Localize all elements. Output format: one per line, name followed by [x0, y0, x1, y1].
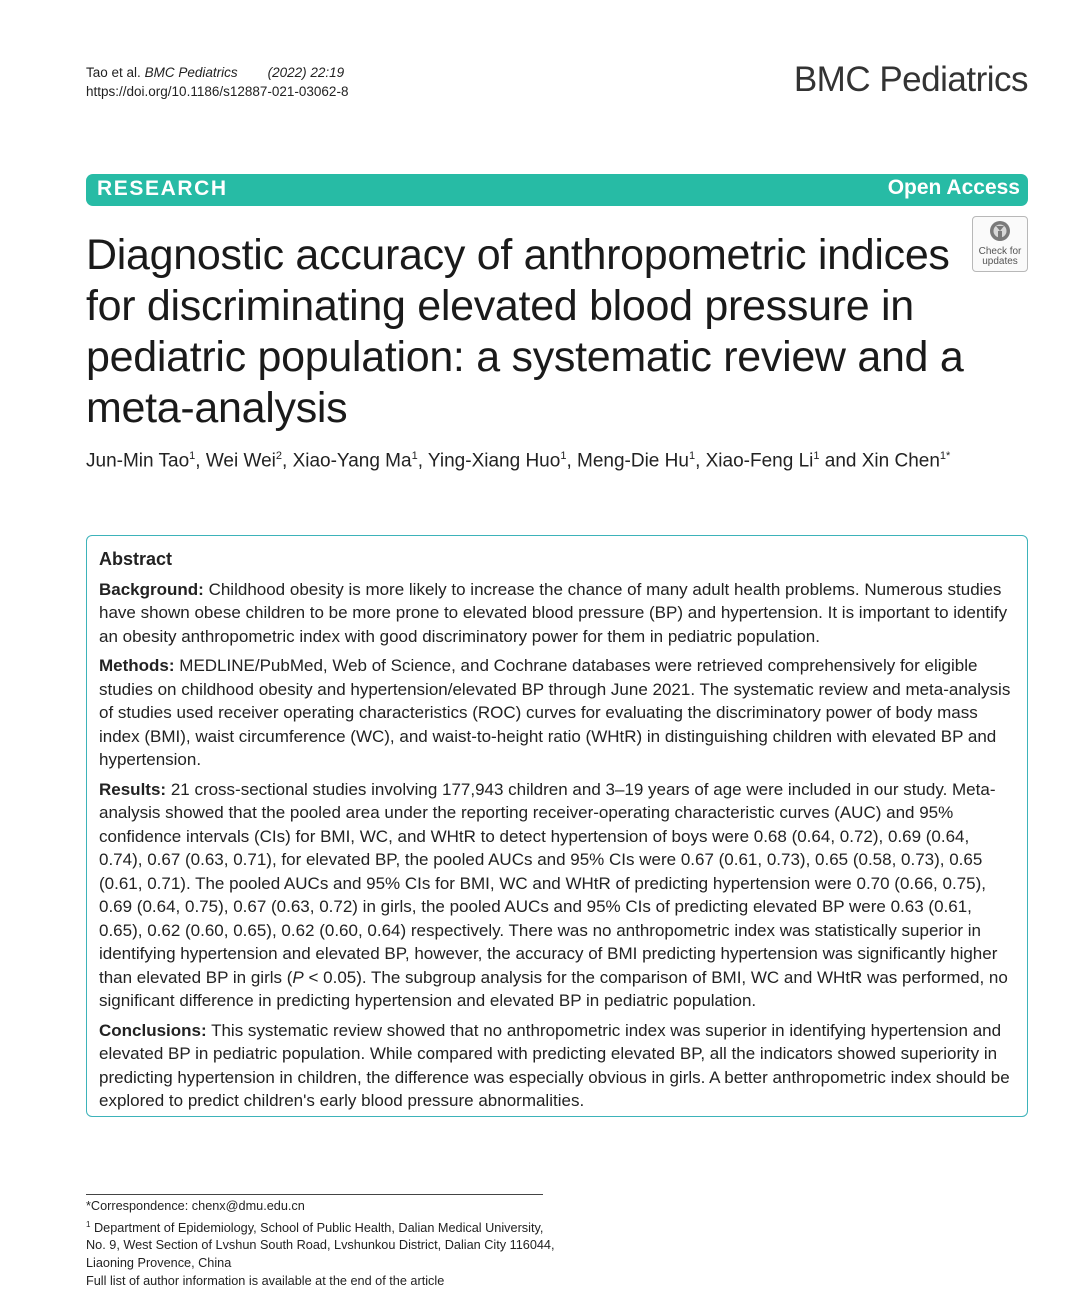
author-affiliation: 1*: [939, 450, 951, 462]
results-p-symbol: P: [292, 967, 304, 987]
citation-authors: Tao et al.: [86, 65, 141, 80]
author-name: Meng-Die Hu: [577, 450, 689, 472]
abstract-box: [86, 535, 1028, 1117]
affiliation-number: 1: [86, 1219, 91, 1229]
citation-journal: BMC Pediatrics: [144, 65, 238, 80]
abstract-background: [99, 578, 1015, 649]
author-affiliation: 1: [411, 450, 418, 462]
citation-year-volume: (2022) 22:19: [267, 65, 345, 80]
article-type-label: RESEARCH: [97, 177, 228, 200]
affiliation-text: Department of Epidemiology, School of Public Health, Dalian Medical University, No. 9, West Section of Lvshun South Road, Lvshunkou District, Dalian City 116044, Liaoning Provence, China: [86, 1220, 555, 1271]
citation-header: [86, 63, 348, 101]
author-affiliation: 2: [275, 450, 283, 462]
abstract-heading: Abstract: [99, 549, 173, 569]
abstract-methods: [99, 654, 1015, 772]
methods-label: Methods:: [99, 656, 175, 675]
check-updates-line1: Check for: [978, 246, 1022, 257]
journal-logo: BMC Pediatrics: [793, 60, 1028, 99]
conclusions-label: Conclusions:: [99, 1020, 207, 1040]
author-affiliation: 1: [813, 450, 820, 462]
author-affiliation: 1: [688, 450, 696, 462]
background-label: Background:: [99, 579, 204, 599]
results-text-1: 21 cross-sectional studies involving 177,943 children and 3–19 years of age were included in our study. Meta-analysis showed that the pooled area under the reporting receiver-operating characteristic curves (AUC) and 95% confidence intervals (CIs) for BMI, WC, and WHtR to detect hypertension of boys were 0.68 (0.64, 0.72), 0.69 (0.64, 0.74), 0.67 (0.63, 0.71), for elevated BP, the pooled AUCs and 95% CIs were 0.67 (0.61, 0.73), 0.65 (0.58, 0.73), 0.65 (0.61, 0.71). The pooled AUCs and 95% CIs for BMI, WC and WHtR of predicting hypertension were 0.70 (0.66, 0.75), 0.69 (0.64, 0.75), 0.67 (0.63, 0.72) in girls, the pooled AUCs and 95% CIs of predicting elevated BP were 0.63 (0.61, 0.65), 0.62 (0.60, 0.65), 0.62 (0.60, 0.64) respectively. There was no anthropometric index was statistically superior in identifying hypertension and elevated BP, however, the accuracy of BMI predicting hypertension was significantly higher than elevated BP in girls (: [99, 779, 998, 987]
article-title: Diagnostic accuracy of anthropometric indices for discriminating elevated blood pressure in pediatric population: a systematic review and a meta-analysis: [86, 231, 964, 432]
author-name: Xiao-Yang Ma: [292, 450, 412, 472]
author-info-note: Full list of author information is available at the end of the article: [86, 1273, 445, 1288]
check-updates-icon: [989, 220, 1011, 242]
doi-link[interactable]: https://doi.org/10.1186/s12887-021-03062-8: [86, 84, 349, 99]
citation-line: [86, 63, 348, 82]
results-label: Results:: [99, 779, 167, 799]
article-type-banner: [86, 174, 1028, 206]
author-name: Jun-Min Tao: [86, 450, 190, 472]
author-name: Ying-Xiang Huo: [427, 450, 561, 472]
affiliation-note: [86, 1216, 556, 1273]
author-list: Jun-Min Tao$^1$, Wei Wei$^2$, Xiao-Yang Ma$^1$, Ying-Xiang Huo$^1$, Meng-Die Hu$^1$, Xiao-Feng Li$^1$ and Xin Chen$^{1*}$: [86, 450, 951, 472]
footnotes: [86, 1198, 556, 1290]
conclusions-text: This systematic review showed that no anthropometric index was superior in identifying hypertension and elevated BP in pediatric population. While compared with predicting elevated BP, all the indicators showed superiority in predicting hypertension in children, the difference was especially obvious in girls. A better anthropometric index should be explored to predict children's early blood pressure abnormalities.: [99, 1020, 1010, 1110]
background-text: Childhood obesity is more likely to increase the chance of many adult health problems. Numerous studies have shown obese children to be more prone to elevated blood pressure (BP) and hypertension. It is important to identify an obesity anthropometric index with good discriminatory power for them in pediatric population.: [99, 579, 1008, 646]
results-text-2: < 0.05). The subgroup analysis for the comparison of BMI, WC and WHtR was performed, no significant difference in predicting hypertension and elevated BP in pediatric population.: [99, 967, 1008, 1010]
methods-text: MEDLINE/PubMed, Web of Science, and Cochrane databases were retrieved comprehensively for eligible studies on childhood obesity and hypertension/elevated BP through June 2021. The systematic review and meta-analysis of studies used receiver operating characteristics (ROC) curves for evaluating the discriminatory power of body mass index (BMI), waist circumference (WC), and waist-to-height ratio (WHtR) in distinguishing children with elevated BP and hypertension.: [99, 656, 1011, 769]
abstract-conclusions: [99, 1019, 1015, 1113]
footnote-divider: [86, 1194, 543, 1195]
author-name: Xiao-Feng Li: [705, 450, 814, 472]
author-name: Wei Wei: [205, 450, 276, 472]
author-name: Xin Chen: [861, 450, 940, 472]
check-updates-line2: updates: [982, 256, 1018, 267]
abstract-results: [99, 778, 1015, 1013]
author-affiliation: 1: [560, 450, 567, 462]
check-for-updates-badge[interactable]: [972, 216, 1028, 272]
correspondence-note: *Correspondence: chenx@dmu.edu.cn: [86, 1199, 305, 1213]
author-affiliation: 1: [189, 450, 196, 462]
open-access-label: Open Access: [887, 176, 1020, 199]
